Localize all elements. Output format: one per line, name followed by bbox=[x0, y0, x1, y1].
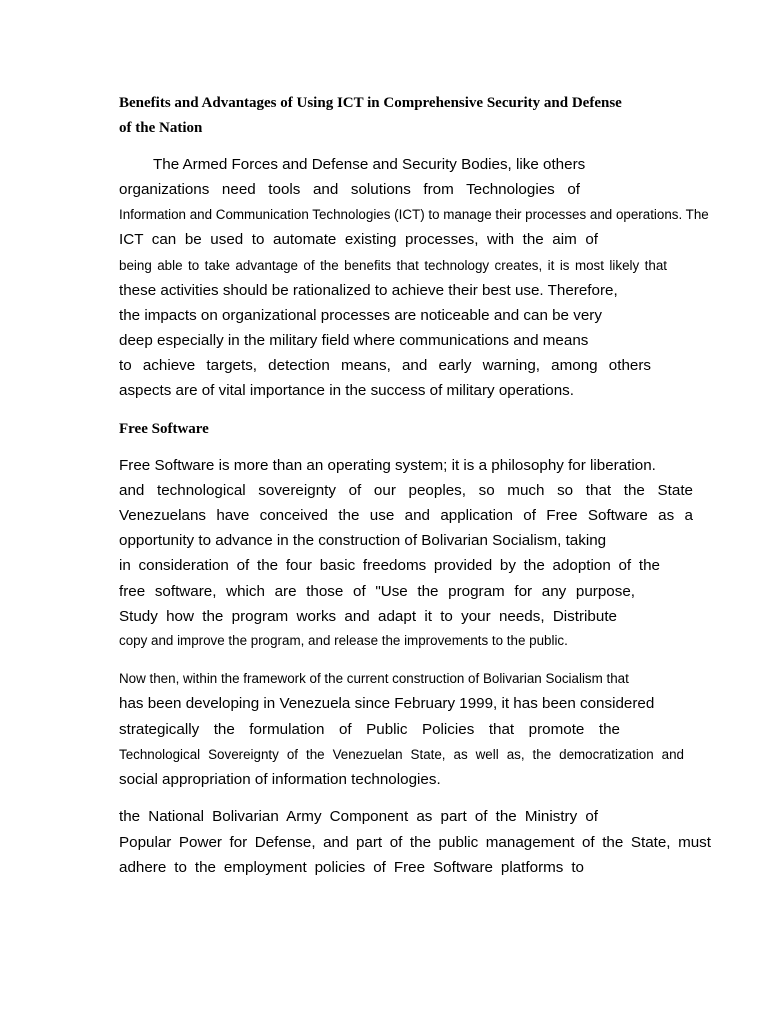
paragraph-3-line: strategically the formulation of Public Policies that promote the bbox=[119, 721, 620, 738]
paragraph-1-line: the impacts on organizational processes are noticeable and can be very bbox=[119, 307, 602, 324]
paragraph-1-line: these activities should be rationalized to achieve their best use. Therefore, bbox=[119, 282, 618, 299]
paragraph-1-line: The Armed Forces and Defense and Security Bodies, like others bbox=[153, 156, 586, 173]
paragraph-3-line: Technological Sovereignty of the Venezuelan State, as well as, the democratization and bbox=[119, 747, 684, 762]
paragraph-3-line: has been developing in Venezuela since February 1999, it has been considered bbox=[119, 695, 655, 712]
paragraph-2-line: copy and improve the program, and release the improvements to the public. bbox=[119, 633, 568, 648]
paragraph-3-line: Now then, within the framework of the current construction of Bolivarian Socialism that bbox=[119, 671, 629, 686]
paragraph-3-line: social appropriation of information technologies. bbox=[119, 771, 441, 788]
paragraph-2-line: in consideration of the four basic freedoms provided by the adoption of the bbox=[119, 557, 660, 574]
document-title-line-2: of the Nation bbox=[119, 120, 203, 136]
paragraph-1-line: being able to take advantage of the benefits that technology creates, it is most likely that bbox=[119, 258, 667, 273]
paragraph-2-line: opportunity to advance in the construction of Bolivarian Socialism, taking bbox=[119, 532, 607, 549]
paragraph-2-line: free software, which are those of "Use the program for any purpose, bbox=[119, 583, 635, 600]
paragraph-4-line: Popular Power for Defense, and part of the public management of the State, must bbox=[119, 834, 711, 851]
paragraph-1-line: organizations need tools and solutions from Technologies of bbox=[119, 181, 580, 198]
paragraph-4-line: the National Bolivarian Army Component as part of the Ministry of bbox=[119, 808, 598, 825]
paragraph-1-line: Information and Communication Technologies (ICT) to manage their processes and operations. The bbox=[119, 207, 709, 222]
paragraph-4-line: adhere to the employment policies of Free Software platforms to bbox=[119, 859, 584, 876]
paragraph-1-line: aspects are of vital importance in the success of military operations. bbox=[119, 382, 574, 399]
paragraph-2-line: Study how the program works and adapt it to your needs, Distribute bbox=[119, 608, 617, 625]
document-title-line-1: Benefits and Advantages of Using ICT in Comprehensive Security and Defense bbox=[119, 95, 622, 111]
paragraph-1-line: to achieve targets, detection means, and early warning, among others bbox=[119, 357, 651, 374]
paragraph-2-line: Venezuelans have conceived the use and application of Free Software as a bbox=[119, 507, 693, 524]
paragraph-1-line: ICT can be used to automate existing processes, with the aim of bbox=[119, 231, 598, 248]
section-heading-free-software: Free Software bbox=[119, 421, 209, 437]
paragraph-1-line: deep especially in the military field where communications and means bbox=[119, 332, 589, 349]
paragraph-2-line: and technological sovereignty of our peoples, so much so that the State bbox=[119, 482, 693, 499]
paragraph-2-line: Free Software is more than an operating system; it is a philosophy for liberation. bbox=[119, 457, 656, 474]
